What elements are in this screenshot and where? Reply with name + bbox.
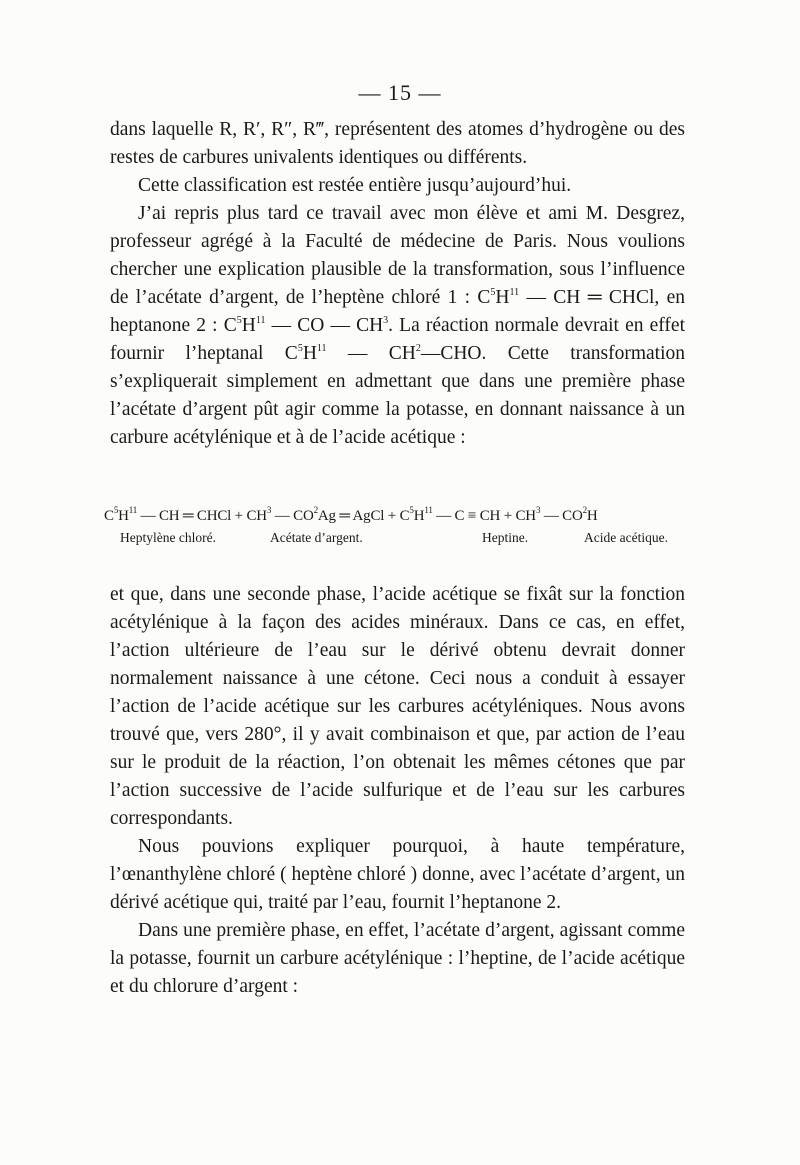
eq-part: — CH ═ CHCl + CH	[137, 508, 267, 524]
text-block-bottom	[110, 581, 685, 1001]
text-block-top	[110, 116, 685, 452]
eq-part: C	[104, 508, 114, 524]
eq-sub: 2	[582, 505, 587, 515]
subscript-2: 2	[415, 343, 421, 354]
eq-part: Ag ═ AgCl + C	[317, 508, 410, 524]
eq-part: H	[118, 508, 129, 524]
eq-sub: 11	[128, 505, 138, 515]
page-number: — 15 —	[358, 80, 442, 105]
subscript-11: 11	[509, 287, 520, 298]
paragraph-3-text-d: H	[241, 315, 256, 336]
paragraph-3-text-g: H	[302, 343, 317, 364]
paragraph-3-text-h: — CH	[326, 343, 416, 364]
eq-part: H	[586, 508, 598, 524]
paragraph-2: Cette classification est restée entière jusqu’aujourd’hui.	[138, 175, 572, 196]
subscript-5: 5	[297, 343, 303, 354]
eq-sub: 3	[535, 505, 541, 515]
subscript-5: 5	[490, 287, 496, 298]
paragraph-4: et que, dans une seconde phase, l’acide acétique se fixât sur la fonction acétylénique à la façon des acides minéraux. Dans ce cas, en effet, l’action ultérieure de l’eau sur le dérivé obtenu devrait donner normalement naissance à une cétone. Ceci nous a conduit à essayer l’action de l’acide acétique sur les carbures acétyléniques. Nous avons trouvé que, vers 280°, il y avait combinaison et que, par action de l’eau sur le produit de la réaction, l’on obtenait les mêmes cétones que par l’action successive de l’acide sulfurique et de l’eau sur les carbures correspondants.	[110, 584, 685, 829]
label-acide-acetique: Acide acétique.	[584, 530, 668, 545]
eq-sub: 5	[113, 505, 119, 515]
eq-sub: 2	[313, 505, 318, 515]
eq-part: — CO	[540, 508, 583, 524]
eq-sub: 5	[409, 505, 414, 515]
paragraph-3-text-a: J’ai repris plus tard ce travail avec mon élève et ami M. Desgrez, professeur agrégé à la Faculté de médecine de Paris. Nous voulions chercher une explication plausible de la transformation, sous l’influence de l’acétate d’argent, de l’heptène chloré 1 : C	[110, 203, 685, 308]
subscript-3: 3	[383, 315, 389, 326]
eq-part: H	[413, 508, 425, 524]
paragraph-6: Dans une première phase, en effet, l’acétate d’argent, agissant comme la potasse, fournit un carbure acétylénique : l’heptine, de l’acide acétique et du chlorure d’argent :	[110, 920, 685, 997]
paragraph-3-text-c: — CH ═ CHCl, en heptanone 2 : C	[110, 287, 685, 336]
label-acetate-argent: Acétate d’argent.	[270, 530, 363, 545]
subscript-11: 11	[255, 315, 266, 326]
paragraph-5: Nous pouvions expliquer pourquoi, à haute température, l’œnanthylène chloré ( heptène chloré ) donne, avec l’acétate d’argent, un dérivé acétique qui, traité par l’eau, fournit l’heptanone 2.	[110, 836, 685, 913]
subscript-5: 5	[236, 315, 242, 326]
paragraph-3-text-i: —CHO. Cette transformation s’expliquerait simplement en admettant que dans une première phase l’acétate d’argent pût agir comme la potasse, en donnant naissance à un carbure acétylénique et à de l’acide acétique :	[110, 343, 686, 448]
label-heptine: Heptine.	[482, 530, 529, 545]
label-heptylene-chlore: Heptylène chloré.	[120, 530, 216, 545]
paragraph-1: dans laquelle R, R′, R″, R‴, représentent des atomes d’hydrogène ou des restes de carbures univalents identiques ou différents.	[110, 119, 685, 168]
paragraph-3-text-e: — CO — CH	[265, 315, 384, 336]
subscript-11: 11	[316, 343, 327, 354]
paragraph-3-text-b: H	[495, 287, 510, 308]
chemical-equation	[104, 505, 700, 525]
paragraph-3	[110, 200, 685, 452]
equation-labels	[0, 530, 800, 550]
eq-part: — C ≡ CH + CH	[432, 508, 536, 524]
eq-sub: 11	[424, 505, 433, 515]
eq-part: — CO	[271, 508, 314, 524]
paragraph-3-text-f: . La réaction normale devrait en effet fournir l’heptanal C	[110, 315, 685, 364]
eq-sub: 3	[266, 505, 272, 515]
